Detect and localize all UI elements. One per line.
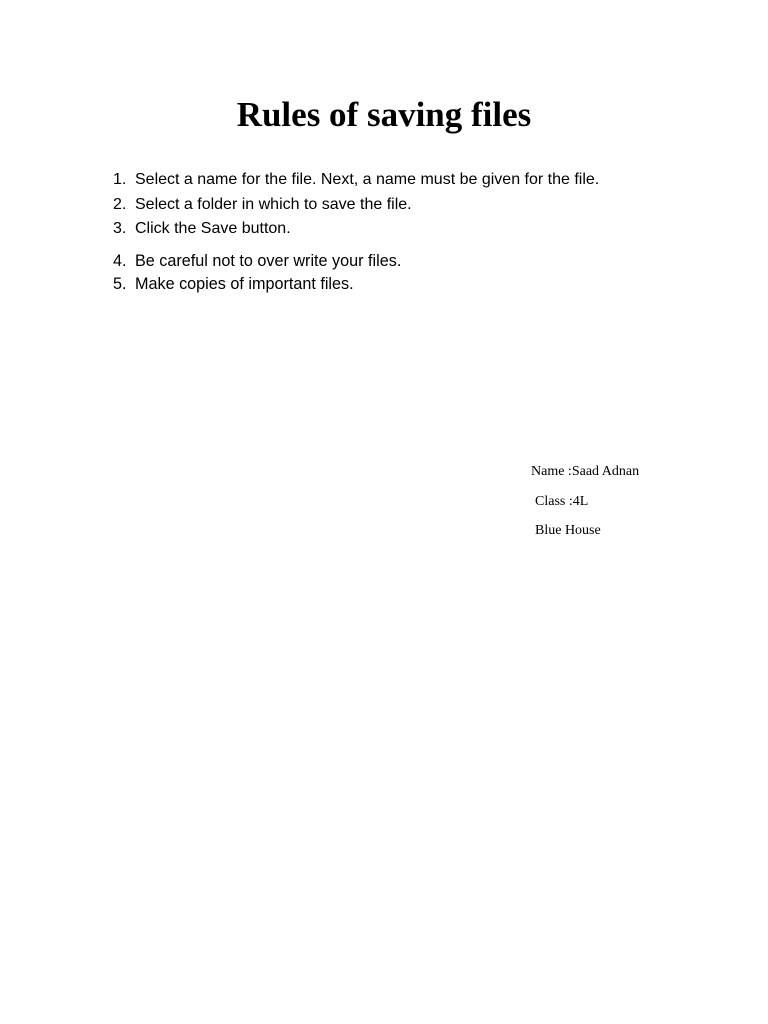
- page-title: Rules of saving files: [236, 95, 532, 134]
- list-item-number: 5.: [113, 275, 127, 293]
- list-item-number: 1.: [113, 171, 127, 188]
- list-item: [113, 219, 291, 239]
- list-item-number: 3.: [113, 220, 127, 237]
- list-item-text: Make copies of important files.: [135, 275, 354, 293]
- student-class: Class :4L: [535, 494, 589, 509]
- list-item-text: Select a name for the file. Next, a name must be given for the file.: [135, 171, 600, 188]
- list-item-number: 4.: [113, 252, 127, 270]
- list-item: [113, 274, 354, 294]
- student-name: Name :Saad Adnan: [531, 464, 640, 479]
- list-item-text: Be careful not to over write your files.: [135, 252, 402, 270]
- list-item-text: Click the Save button.: [135, 220, 291, 237]
- list-item: [113, 251, 401, 271]
- list-item-text: Select a folder in which to save the file.: [135, 196, 412, 213]
- list-item: [113, 195, 412, 215]
- student-house: Blue House: [535, 523, 601, 538]
- list-item: [113, 170, 599, 190]
- list-item-number: 2.: [113, 196, 127, 213]
